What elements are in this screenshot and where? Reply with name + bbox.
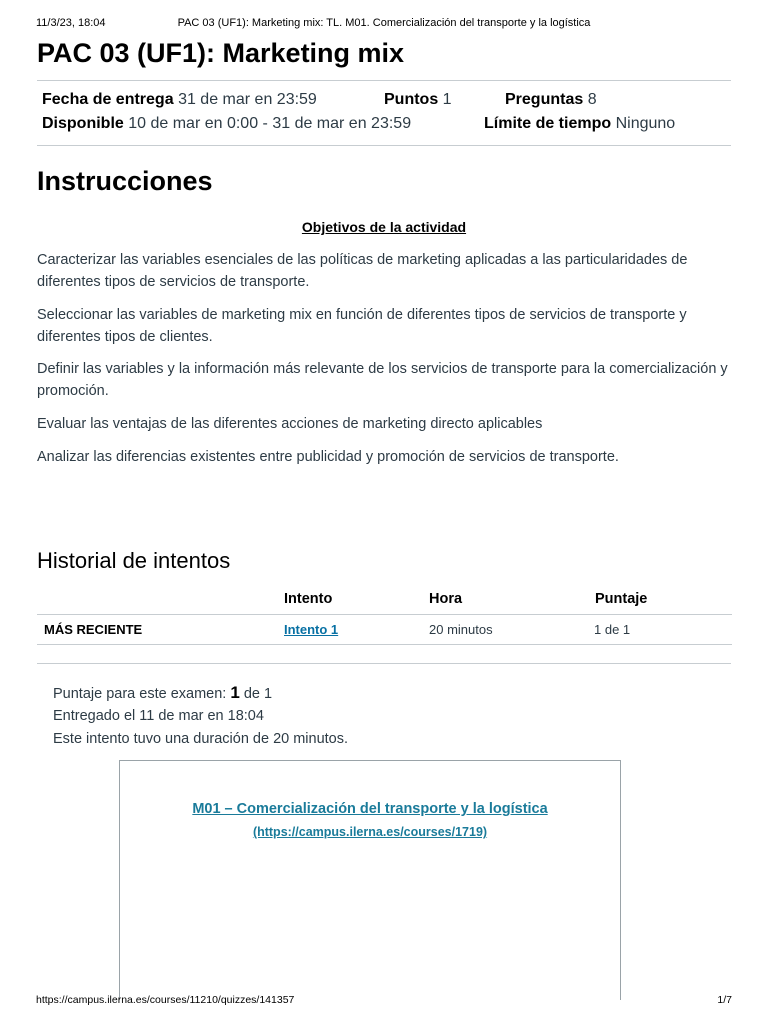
time-limit-label: Límite de tiempo (484, 115, 612, 132)
due-date-label: Fecha de entrega (42, 91, 174, 108)
instructions-title: Instrucciones (37, 166, 213, 196)
print-header (36, 17, 732, 31)
table-row-divider (37, 644, 732, 645)
score-suffix: de 1 (239, 686, 273, 702)
quiz-title: PAC 03 (UF1): Marketing mix (37, 38, 405, 68)
points-label: Puntos (384, 91, 439, 108)
duration-info: Este intento tuvo una duración de 20 minutos. (53, 731, 349, 747)
questions-label: Preguntas (505, 91, 584, 108)
column-header-score: Puntaje (595, 591, 648, 607)
page-number: 1/7 (717, 994, 732, 1006)
submitted-info: Entregado el 11 de mar en 18:04 (53, 708, 264, 724)
time-limit (484, 115, 675, 133)
course-link[interactable]: M01 – Comercialización del transporte y la logística (192, 801, 548, 817)
print-document-title: PAC 03 (UF1): Marketing mix: TL. M01. Comercialización del transporte y la logística (177, 17, 591, 29)
due-date (42, 91, 317, 109)
questions-value: 8 (587, 91, 597, 108)
objective-paragraph: Seleccionar las variables de marketing mix en función de diferentes tipos de servicios de transporte y diferentes tipos de clientes. (37, 307, 687, 345)
column-header-attempt: Intento (284, 591, 333, 607)
objective-paragraph: Caracterizar las variables esenciales de las políticas de marketing aplicadas a las particularidades de diferentes tipos de servicios de transporte. (37, 252, 688, 290)
embedded-content-frame (119, 760, 621, 1000)
score-value: 1 (230, 683, 240, 702)
available-value: 10 de mar en 0:00 - 31 de mar en 23:59 (128, 115, 412, 132)
due-date-value: 31 de mar en 23:59 (178, 91, 317, 108)
print-footer (36, 994, 732, 1008)
time-limit-value: Ninguno (615, 115, 676, 132)
objective-paragraph: Evaluar las ventajas de las diferentes acciones de marketing directo aplicables (37, 416, 543, 432)
divider (37, 80, 731, 81)
available (42, 115, 411, 133)
attempt-link[interactable]: Intento 1 (284, 622, 339, 637)
print-footer-url: https://campus.ilerna.es/courses/11210/quizzes/141357 (36, 994, 295, 1006)
objective-paragraph: Analizar las diferencias existentes entre publicidad y promoción de servicios de transporte. (37, 449, 619, 465)
questions (505, 91, 597, 109)
course-url-link[interactable]: (https://campus.ilerna.es/courses/1719) (252, 825, 488, 839)
points-value: 1 (442, 91, 452, 108)
score-prefix: Puntaje para este examen: (53, 686, 231, 702)
column-header-time: Hora (429, 591, 463, 607)
exam-score (53, 683, 272, 703)
table-header-divider (37, 614, 732, 615)
objectives-heading: Objetivos de la actividad (301, 219, 467, 235)
attempt-time: 20 minutos (429, 622, 493, 637)
objective-paragraph: Definir las variables y la información más relevante de los servicios de transporte para la comercialización y promoción. (37, 361, 728, 399)
print-datetime: 11/3/23, 18:04 (36, 17, 106, 29)
available-label: Disponible (42, 115, 124, 132)
attempt-score: 1 de 1 (594, 622, 631, 637)
divider (37, 145, 731, 146)
history-title: Historial de intentos (37, 548, 231, 573)
divider (37, 663, 731, 664)
points (384, 91, 452, 109)
row-label-most-recent: MÁS RECIENTE (44, 622, 143, 637)
